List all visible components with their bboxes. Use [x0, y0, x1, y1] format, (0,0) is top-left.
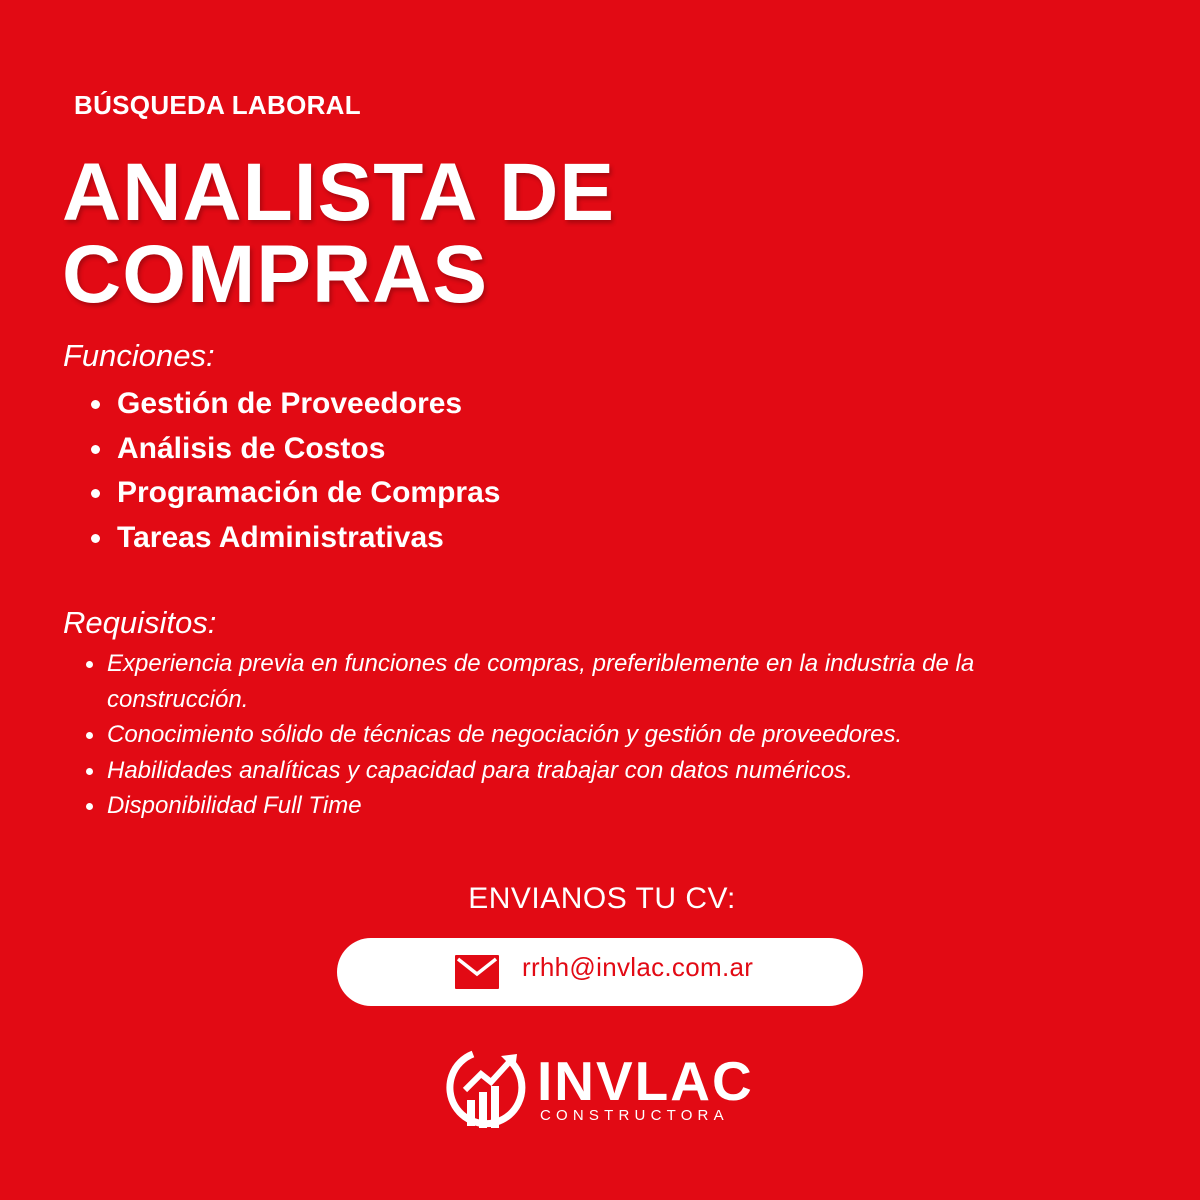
requirements-heading: Requisitos: — [63, 605, 217, 640]
job-title — [62, 147, 616, 320]
list-item: Habilidades analíticas y capacidad para trabajar con datos numéricos. — [84, 753, 1064, 789]
functions-heading: Funciones: — [63, 338, 215, 373]
company-logo — [443, 1046, 754, 1136]
functions-list — [88, 382, 500, 560]
send-cv-heading: ENVIANOS TU CV: — [468, 882, 736, 915]
envelope-icon — [455, 955, 499, 989]
list-item: Tareas Administrativas — [88, 516, 500, 561]
list-item: Experiencia previa en funciones de compras, preferiblemente en la industria de la construcción. — [84, 646, 1064, 717]
list-item: Programación de Compras — [88, 471, 500, 516]
email-contact-button[interactable] — [337, 938, 863, 1006]
email-address[interactable]: rrhh@invlac.com.ar — [522, 952, 754, 982]
invlac-logo-mark-icon — [443, 1046, 527, 1132]
list-item: Gestión de Proveedores — [88, 382, 500, 427]
job-title-line-2: COMPRAS — [62, 229, 489, 320]
job-search-kicker: BÚSQUEDA LABORAL — [74, 90, 361, 120]
brand-name: INVLAC — [537, 1050, 754, 1112]
list-item: Conocimiento sólido de técnicas de negociación y gestión de proveedores. — [84, 717, 1064, 753]
requirements-list — [84, 646, 1064, 824]
job-title-line-1: ANALISTA DE — [62, 147, 616, 238]
list-item: Disponibilidad Full Time — [84, 788, 1064, 824]
list-item: Análisis de Costos — [88, 427, 500, 472]
brand-subtitle: CONSTRUCTORA — [540, 1107, 729, 1124]
